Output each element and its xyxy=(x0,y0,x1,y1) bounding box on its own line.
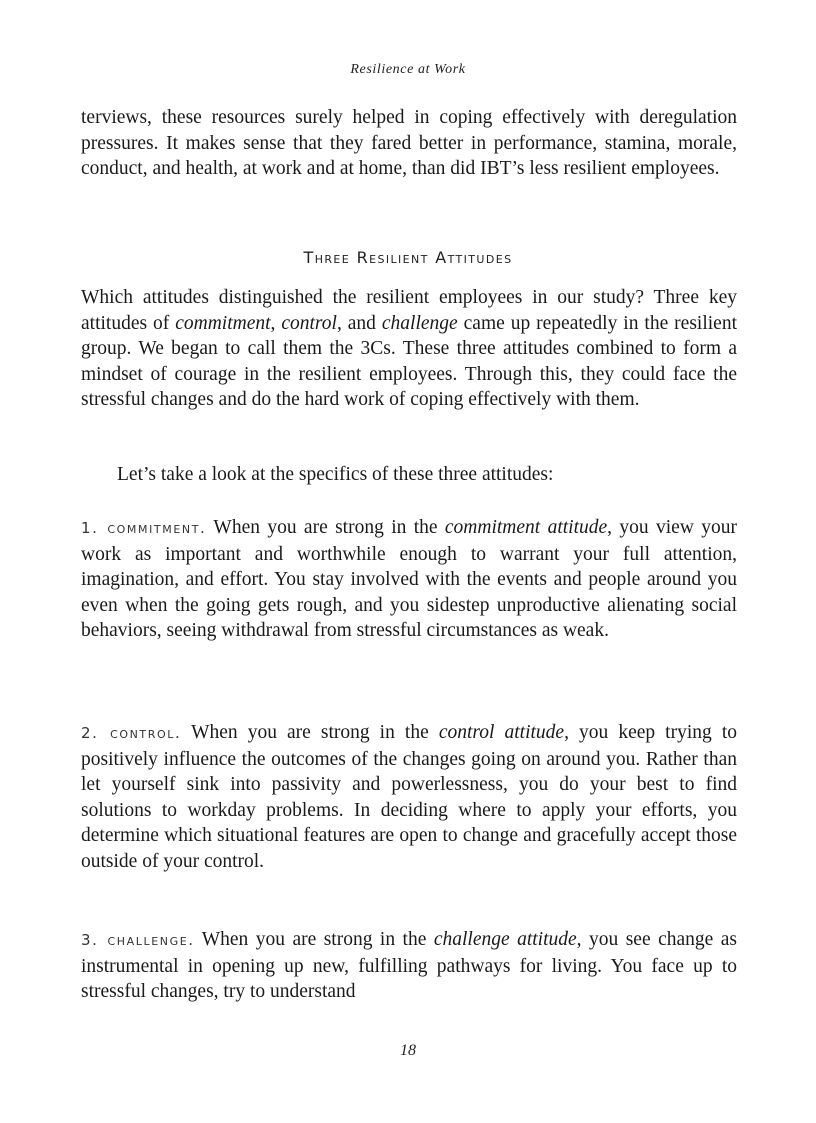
intro-text-1: Which attitudes distinguished the resilient employees in our study? Three key attitudes of xyxy=(81,287,737,334)
intro-text-3: , and xyxy=(336,312,382,334)
list-item-commitment xyxy=(81,515,737,644)
page-number: 18 xyxy=(400,1042,416,1059)
section-heading: Three Resilient Attitudes xyxy=(303,248,513,267)
item-text-1: When you are strong in the xyxy=(194,929,434,950)
item-text-2: , you keep trying to positively influence the outcomes of the changes going on around you. Rather than let yourself sink into passivity and powerlessness, you do your best to find solutions to workday problems. In deciding where to apply your efforts, you determine which situational features are open to change and gracefully accept those outside of your control. xyxy=(81,722,737,872)
intro-emphasis-control: control xyxy=(281,312,337,334)
item-text-1: When you are strong in the xyxy=(206,517,445,538)
item-text-1: When you are strong in the xyxy=(181,722,439,743)
item-label: 3. challenge. xyxy=(81,931,195,949)
item-emphasis: control attitude xyxy=(438,722,565,743)
intro-emphasis-challenge: challenge xyxy=(381,312,458,334)
intro-text-2: , xyxy=(270,312,282,334)
intro-text-4: came up repeatedly in the resilient group. We began to call them the 3Cs. These three attitudes combined to form a mindset of courage in the resilient employees. Through this, they could face the stressful changes and do the hard work of coping effectively with them. xyxy=(81,312,737,411)
paragraph-intro xyxy=(81,285,737,413)
paragraph-continuation: terviews, these resources surely helped in coping effectively with deregulation pressures. It makes sense that they fared better in performance, stamina, morale, conduct, and health, at work and at home, than did IBT’s less resilient employees. xyxy=(81,107,737,180)
item-label: 1. commitment. xyxy=(81,519,207,537)
running-head: Resilience at Work xyxy=(350,62,466,77)
paragraph-lead-in: Let’s take a look at the specifics of these three attitudes: xyxy=(117,464,554,485)
list-item-challenge xyxy=(81,927,737,1005)
item-text-2: , you view your work as important and worthwhile enough to warrant your full attention, imagination, and effort. You stay involved with the events and people around you even when the going gets rough, and you sidestep unproductive alienating social behaviors, seeing withdrawal from stressful circumstances as weak. xyxy=(81,517,737,642)
item-label: 2. control. xyxy=(81,724,182,742)
item-text-2: , you see change as instrumental in opening up new, fulfilling pathways for living. You face up to stressful changes, try to understand xyxy=(81,929,737,1003)
item-emphasis: challenge attitude xyxy=(433,929,577,950)
item-emphasis: commitment attitude xyxy=(444,517,608,538)
intro-emphasis-commitment: commitment xyxy=(175,312,271,334)
list-item-control xyxy=(81,720,737,875)
